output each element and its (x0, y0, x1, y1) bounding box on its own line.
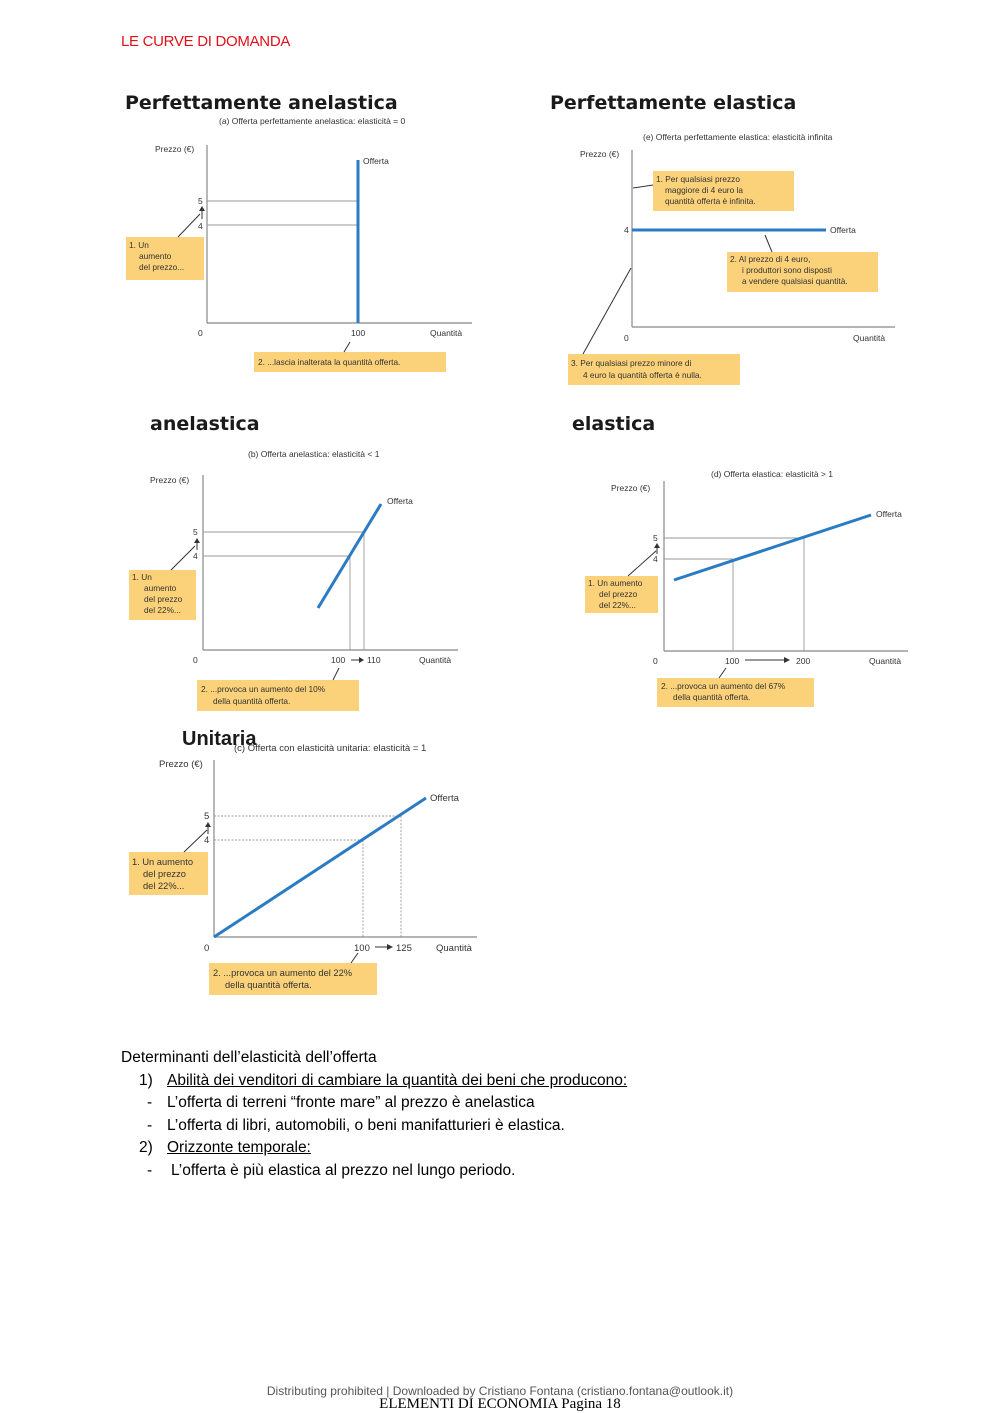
chart-d-note2-l2: della quantità offerta. (673, 692, 751, 702)
chart-a-tick-x100: 100 (351, 328, 366, 338)
chart-c-tick-x125: 125 (396, 943, 412, 954)
chart-e-note2-l1: 2. Al prezzo di 4 euro, (730, 254, 811, 264)
sub-item-1b (121, 1115, 881, 1138)
chart-panel-e (568, 132, 895, 385)
chart-c-note2-l1: 2. ...provoca un aumento del 22% (213, 968, 353, 978)
chart-a-up-arrowhead (199, 206, 205, 211)
chart-e-x-label: Quantità (853, 333, 886, 343)
chart-b-tick-y5: 5 (193, 527, 198, 537)
chart-a-note2-l1: 2. ...lascia inalterata la quantità offerta. (258, 357, 401, 367)
chart-panel-b (129, 449, 458, 711)
chart-c-note2-leader (351, 953, 358, 963)
chart-b-note1-l2: aumento (144, 583, 177, 593)
chart-b-y-label: Prezzo (€) (150, 475, 190, 485)
chart-a-y-label: Prezzo (€) (155, 144, 195, 154)
chart-e-note1-l3: quantità offerta è infinita. (665, 196, 756, 206)
panel-b-heading: anelastica (150, 413, 260, 435)
chart-b-tick-y4: 4 (193, 551, 198, 561)
chart-b-x-label: Quantità (419, 655, 452, 665)
sub-item-2a-text: L’offerta è più elastica al prezzo nel lungo periodo. (171, 1161, 516, 1179)
chart-panel-a (126, 116, 472, 372)
chart-e-subtitle: (e) Offerta perfettamente elastica: elasticità infinita (643, 132, 833, 142)
sub-item-1b-text: L’offerta di libri, automobili, o beni manifatturieri è elastica. (167, 1116, 565, 1134)
chart-a-note1-l1: 1. Un (129, 240, 149, 250)
chart-c-x-arrowhead (387, 944, 393, 950)
chart-e-note1-l2: maggiore di 4 euro la (665, 185, 743, 195)
chart-b-note2-leader (333, 668, 339, 680)
chart-c-up-arrowhead (205, 822, 211, 827)
chart-e-curve-label: Offerta (830, 225, 856, 235)
chart-b-note1-l1: 1. Un (132, 572, 152, 582)
chart-d-x-arrowhead (784, 657, 790, 663)
chart-d-y-label: Prezzo (€) (611, 483, 651, 493)
determinants-section (121, 1047, 881, 1182)
page-header: LE CURVE DI DOMANDA (121, 33, 291, 50)
chart-b-tick-x100: 100 (331, 655, 346, 665)
chart-d-up-arrowhead (654, 543, 660, 548)
chart-d-note2-l1: 2. ...provoca un aumento del 67% (661, 681, 786, 691)
list-item-2 (121, 1137, 881, 1160)
chart-c-y-label: Prezzo (€) (159, 759, 203, 770)
chart-b-up-arrowhead (194, 538, 200, 543)
chart-b-note1-leader (171, 546, 195, 570)
chart-b-origin: 0 (193, 655, 198, 665)
chart-d-tick-y5: 5 (653, 533, 658, 543)
chart-b-tick-x110: 110 (367, 655, 381, 665)
list-item-1-text: Abilità dei venditori di cambiare la quantità dei beni che producono: (167, 1071, 628, 1089)
chart-c-note2-l2: della quantità offerta. (225, 980, 312, 990)
chart-d-note1-l1: 1. Un aumento (588, 578, 643, 588)
chart-c-subtitle: (c) Offerta con elasticità unitaria: elasticità = 1 (234, 743, 427, 754)
chart-panel-d (585, 469, 908, 707)
chart-e-note3-l1: 3. Per qualsiasi prezzo minore di (571, 358, 692, 368)
chart-b-curve-label: Offerta (387, 496, 413, 506)
sub-item-1a-text: L’offerta di terreni “fronte mare” al prezzo è anelastica (167, 1094, 535, 1111)
chart-c-origin: 0 (204, 943, 210, 954)
panel-d-heading: elastica (572, 413, 656, 435)
chart-a-origin: 0 (198, 328, 203, 338)
download-notice: Distributing prohibited | Downloaded by Cristiano Fontana (cristiano.fontana@outlook.it) (266, 1384, 734, 1398)
section-heading (121, 1047, 881, 1070)
chart-e-note2-leader (765, 235, 772, 252)
chart-d-x-label: Quantità (869, 656, 902, 666)
chart-c-supply-line (214, 798, 426, 937)
chart-a-curve-label: Offerta (363, 156, 389, 166)
chart-d-tick-y4: 4 (653, 554, 658, 564)
chart-d-note1-leader (628, 551, 656, 576)
list-item-2-text: Orizzonte temporale: (167, 1139, 311, 1156)
chart-d-tick-x200: 200 (796, 656, 811, 666)
sub-item-2a-dash: - (147, 1161, 153, 1179)
list-item-2-number: 2) (139, 1139, 153, 1156)
chart-d-origin: 0 (653, 656, 658, 666)
chart-e-note1-leader (633, 185, 653, 188)
list-item-1 (121, 1070, 881, 1093)
chart-b-note2-l1: 2. ...provoca un aumento del 10% (201, 684, 326, 694)
chart-d-supply-line (674, 515, 871, 580)
chart-b-note1-l4: del 22%... (144, 605, 181, 615)
chart-c-note1-l2: del prezzo (143, 869, 186, 879)
sub-item-1a-dash: - (147, 1094, 153, 1111)
chart-b-subtitle: (b) Offerta anelastica: elasticità < 1 (248, 449, 380, 459)
panel-e-heading: Perfettamente elastica (550, 92, 797, 114)
panel-a-heading: Perfettamente anelastica (125, 92, 398, 114)
chart-a-x-label: Quantità (430, 328, 463, 338)
panel-c-heading: Unitaria (182, 728, 257, 750)
chart-d-curve-label: Offerta (876, 509, 902, 519)
section-heading-text: Determinanti dell’elasticità dell’offerta (121, 1049, 377, 1066)
chart-e-origin: 0 (624, 333, 629, 343)
chart-a-note2-leader (344, 342, 350, 352)
chart-c-x-label: Quantità (436, 943, 472, 954)
chart-a-note1-l3: del prezzo... (139, 262, 185, 272)
chart-d-tick-x100: 100 (725, 656, 740, 666)
chart-c-tick-y5: 5 (204, 811, 210, 822)
chart-b-x-arrowhead (359, 657, 364, 663)
chart-a-tick-y5: 5 (198, 196, 203, 206)
chart-e-y-label: Prezzo (€) (580, 149, 620, 159)
chart-panel-c (129, 743, 477, 995)
sub-item-1a (121, 1092, 881, 1115)
chart-d-note1-l2: del prezzo (599, 589, 638, 599)
chart-a-note1-l2: aumento (139, 251, 172, 261)
chart-d-subtitle: (d) Offerta elastica: elasticità > 1 (711, 469, 833, 479)
chart-c-note1-l1: 1. Un aumento (132, 857, 193, 867)
chart-e-note1-l1: 1. Per qualsiasi prezzo (656, 174, 740, 184)
chart-a-tick-y4: 4 (198, 221, 203, 231)
chart-e-note2-l3: a vendere qualsiasi quantità. (742, 276, 848, 286)
chart-c-note1-l3: del 22%... (143, 881, 185, 891)
sub-item-2a (121, 1160, 881, 1183)
chart-e-note2-l2: i produttori sono disposti (742, 265, 832, 275)
chart-d-note2-leader (719, 668, 726, 678)
chart-a-note1-leader (178, 214, 200, 237)
list-item-1-number: 1) (139, 1071, 153, 1089)
sub-item-1b-dash: - (147, 1116, 153, 1134)
chart-c-tick-x100: 100 (354, 943, 370, 954)
page-footer: ELEMENTI DI ECONOMIA Pagina 18 (379, 1396, 621, 1412)
chart-b-note1-l3: del prezzo (144, 594, 183, 604)
chart-a-subtitle: (a) Offerta perfettamente anelastica: elasticità = 0 (219, 116, 406, 126)
chart-e-note3-l2: 4 euro la quantità offerta è nulla. (583, 370, 702, 380)
chart-c-curve-label: Offerta (430, 793, 459, 804)
chart-b-note2-l2: della quantità offerta. (213, 696, 291, 706)
chart-d-note1-l3: del 22%... (599, 600, 636, 610)
chart-e-tick-y4: 4 (624, 225, 629, 235)
chart-c-tick-y4: 4 (204, 835, 210, 846)
